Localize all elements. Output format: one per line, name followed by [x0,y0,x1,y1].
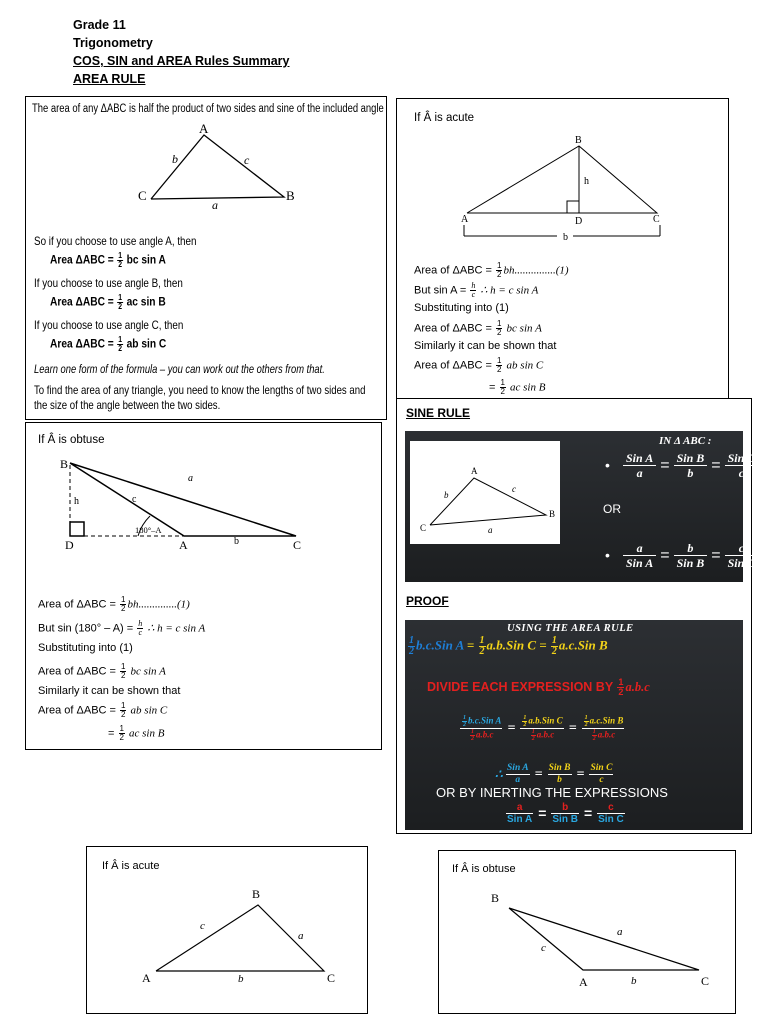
choose-angle-b-text: If you choose to use angle B, then [34,276,183,290]
half-fraction [120,596,126,613]
acute-vertex-c: C [653,214,660,225]
obtuse-l6-pre: Area of ΔABC = [38,704,116,717]
obtuse-l2-pre: But sin (180° – A) = [38,622,134,635]
half-fraction [551,636,558,657]
obtuse-side-a: a [188,473,193,484]
area-prefix: Area ΔABC = [50,252,114,267]
half-fraction [617,678,624,697]
obtuse-line-1 [38,596,190,613]
therefore-f2 [548,763,572,786]
in-abc-label: IN Δ ABC : [659,435,712,447]
half-fraction [462,715,467,728]
frac-num: 1 [479,635,485,646]
obtuse-vertex-d: D [65,538,74,552]
equals-sign: = [711,457,721,474]
frac-den: 2 [497,328,502,337]
subject-label: Trigonometry [73,36,153,50]
divide-tail: a.b.c [625,679,650,694]
frac-num: 1 [470,729,474,735]
obtuse-side-c: c [132,494,137,505]
frac-den: Sin B [552,814,578,825]
area-rule-box [25,96,387,420]
formula-a-text: bc sin A [126,252,166,267]
frac-num: 1 [497,319,502,328]
frac-den [460,729,502,742]
frac-den: b [557,775,562,785]
bottom-acute-title: If Â is acute [102,860,160,872]
sine-rule-diagram [410,441,560,544]
frac-den: c [599,775,604,785]
frac-num: 1 [500,378,505,387]
term-den: a.b.c [536,729,555,740]
frac-den: 2 [531,736,535,742]
bottom-obtuse-vertex-c: C [701,974,710,988]
frac-den: 2 [497,365,502,374]
half-fraction [496,357,502,374]
area-side-b: b [172,152,178,166]
obtuse-vertex-c: C [293,538,302,552]
proof-panel [405,620,743,830]
obtuse-l1-pre: Area of ΔABC = [38,598,116,611]
frac-num: 1 [121,662,126,671]
frac-num: Sin C [590,763,613,773]
sine-or-label: OR [603,502,621,516]
sine-r1-f1 [623,451,656,480]
frac-num: 1 [523,715,527,721]
frac-num: h [471,281,476,290]
therefore-equation [495,763,614,786]
half-fraction [117,252,122,269]
acute-l4-post: bc sin A [506,322,542,335]
obtuse-l1-post: bh..............(1) [127,598,190,611]
half-fraction [119,725,125,742]
grade-label: Grade 11 [73,18,126,32]
half-fraction [500,379,506,396]
therefore-symbol: ∴ [495,767,503,781]
frac-num: c [597,802,625,814]
equals-sign: = [466,637,475,653]
proof-e3: a.c.Sin B [558,637,608,653]
area-vertex-a: A [199,121,209,136]
acute-vertex-d: D [575,216,583,227]
half-fraction [117,336,122,353]
frac-den: Sin A [507,814,533,825]
formula-angle-a [50,252,166,269]
acute-title: If Â is acute [414,112,475,124]
half-fraction [496,320,502,337]
divide-text: DIVIDE EACH EXPRESSION BY [427,679,613,694]
area-vertex-b: B [286,188,295,203]
bottom-obtuse-side-c: c [541,942,546,954]
acute-triangle [397,99,730,401]
h-over-c-fraction [137,620,143,637]
frac-num: 1 [584,715,588,721]
acute-l7-pre: = [489,381,496,394]
frac-den [582,729,625,742]
page-header [73,16,290,88]
acute-l2-post: ∴ h = c sin A [480,284,539,297]
frac-den: 2 [118,302,123,311]
obtuse-line-4 [38,663,166,680]
obtuse-line-5: Similarly it can be shown that [38,685,181,697]
frac-num: c [725,541,759,556]
frac-num [460,715,502,729]
divided-term-2 [520,715,563,742]
sine-rule-row-1 [605,451,758,480]
inverting-label: OR BY INERTING THE EXPRESSIONS [436,785,668,800]
frac-num: h [138,619,143,628]
frac-num: 1 [618,677,624,687]
obtuse-side-b: b [234,536,239,547]
half-fraction [522,715,527,728]
frac-den: 2 [409,646,414,657]
equals-sign: = [568,720,577,736]
frac-den: c [738,466,745,480]
sine-r1-f3 [725,451,759,480]
obtuse-title: If Â is obtuse [38,434,105,446]
obtuse-l6-post: ab sin C [130,704,168,717]
bottom-acute-vertex-a: A [142,971,151,985]
term-den: a.b.c [475,729,494,740]
bottom-acute-vertex-b: B [252,887,261,901]
using-area-rule-label: USING THE AREA RULE [507,623,634,634]
sine-rule-box [396,398,756,834]
acute-l4-pre: Area of ΔABC = [414,322,492,335]
sine-rule-heading: SINE RULE [406,406,471,420]
bottom-obtuse-triangle [439,851,737,1015]
half-fraction [584,715,589,728]
bottom-acute-vertex-c: C [327,971,336,985]
area-prefix: Area ΔABC = [50,294,114,309]
formula-c-text: ab sin C [126,336,167,351]
acute-line-6 [414,357,543,374]
obtuse-vertex-a: A [179,538,188,552]
formula-angle-b [50,294,166,311]
equals-sign: = [660,547,670,564]
acute-line-3: Substituting into (1) [414,302,509,314]
therefore-f1 [506,763,530,786]
frac-den: 2 [121,710,126,719]
area-rule-heading: AREA RULE [73,72,146,86]
acute-l1-pre: Area of ΔABC = [414,264,492,277]
obtuse-line-6 [38,702,167,719]
frac-num: 1 [119,724,124,733]
obtuse-line-7 [108,725,164,742]
acute-base-b: b [563,232,568,243]
acute-l2-pre: But sin A = [414,284,467,297]
frac-den: 2 [584,722,588,728]
therefore-f3 [589,763,613,786]
frac-num: Sin B [674,451,708,466]
divided-equation [459,715,625,742]
equals-sign: = [660,457,670,474]
sine-vertex-b: B [549,509,556,519]
bottom-obtuse-box [438,850,736,1014]
frac-num: 1 [497,356,502,365]
bullet: • [605,547,610,563]
half-fraction [408,636,415,657]
frac-num: 1 [409,635,414,646]
inverted-equation [505,802,626,825]
proof-area-equation [407,636,608,657]
acute-l7-post: ac sin B [510,381,546,394]
acute-l1-post: bh...............(1) [503,264,569,277]
equals-sign: = [711,547,721,564]
term-text: a.b.Sin C [528,715,563,726]
frac-num: Sin A [623,451,656,466]
frac-num: 1 [551,635,557,646]
obtuse-l4-post: bc sin A [130,665,166,678]
frac-num: Sin B [548,763,571,773]
equals-sign: = [507,720,516,736]
divided-term-1 [460,715,502,742]
frac-num: 1 [531,729,535,735]
half-fraction [120,702,126,719]
term-text: b.c.Sin A [468,715,502,726]
frac-den: 2 [479,646,485,657]
term-den: a.b.c [597,729,616,740]
frac-den: 2 [118,260,123,269]
proof-e1: b.c.Sin A [416,637,464,653]
obtuse-l4-pre: Area of ΔABC = [38,665,116,678]
bottom-obtuse-side-a: a [617,926,623,938]
acute-l6-post: ab sin C [506,359,544,372]
frac-num: a [623,541,656,556]
inverted-f2 [551,802,579,825]
frac-den: 2 [551,646,557,657]
acute-line-7 [489,379,545,396]
frac-num: 1 [463,715,466,721]
half-fraction [470,729,475,742]
frac-num: 1 [592,729,596,735]
frac-den: 2 [497,270,502,279]
bottom-obtuse-vertex-b: B [491,891,500,905]
acute-vertex-b: B [575,135,582,146]
acute-line-2 [414,282,538,299]
frac-num: b [551,802,579,814]
sine-rule-row-2 [605,541,758,570]
frac-den: 2 [463,722,466,728]
bullet: • [605,457,610,473]
frac-den: 2 [118,344,123,353]
sine-side-b: b [444,490,449,500]
term-text: a.c.Sin B [589,715,624,726]
obtuse-derivation-box [25,422,382,750]
equals-sign: = [539,637,547,653]
frac-num: 1 [121,701,126,710]
bottom-acute-side-a: a [298,930,304,942]
frac-den: 2 [121,671,126,680]
bottom-obtuse-title: If Â is obtuse [452,863,516,875]
frac-den: Sin C [598,814,624,825]
frac-den: b [687,466,694,480]
frac-num: a [506,802,533,814]
bottom-acute-triangle [87,847,369,1015]
obtuse-line-2 [38,620,205,637]
inverted-f1 [506,802,533,825]
acute-vertex-a: A [461,214,469,225]
sine-r2-f1 [623,541,656,570]
area-vertex-c: C [138,188,147,203]
inverted-f3 [597,802,625,825]
sine-r2-f2 [674,541,708,570]
obtuse-line-3: Substituting into (1) [38,642,133,654]
equals-sign: = [583,805,593,821]
sine-r2-f3 [725,541,759,570]
divided-term-3 [582,715,625,742]
acute-line-1 [414,262,569,279]
frac-den: Sin B [676,556,705,570]
equals-sign: = [538,805,547,821]
frac-den: 2 [470,736,474,742]
divide-instruction [427,678,650,697]
half-fraction [592,729,597,742]
frac-num: b [674,541,708,556]
frac-den: 2 [618,687,624,697]
frac-den: a [636,466,643,480]
choose-angle-c-text: If you choose to use angle C, then [34,318,184,332]
frac-num [582,715,625,729]
frac-den: 2 [523,722,527,728]
formula-angle-c [50,336,166,353]
half-fraction [496,262,502,279]
summary-title: COS, SIN and AREA Rules Summary [73,54,290,68]
half-fraction [120,663,126,680]
half-fraction [531,729,536,742]
frac-den [520,729,563,742]
obtuse-l7-post: ac sin B [129,727,165,740]
find-area-note: To find the area of any triangle, you need to know the lengths of two sides and the size of the angle between the two sides. [34,383,366,412]
frac-den: 2 [592,736,596,742]
frac-num: 1 [118,335,123,344]
frac-den: c [138,628,143,637]
sine-vertex-a: A [471,466,478,476]
area-prefix: Area ΔABC = [50,336,114,351]
formula-b-text: ac sin B [126,294,166,309]
area-intro-text: The area of any ΔABC is half the product of two sides and sine of the included angle [32,103,384,115]
bottom-obtuse-side-b: b [631,975,637,987]
frac-den: c [471,290,476,299]
area-side-a: a [212,198,218,212]
bottom-acute-box [86,846,368,1014]
bottom-obtuse-vertex-a: A [579,975,588,989]
acute-line-5: Similarly it can be shown that [414,340,557,352]
bottom-acute-side-c: c [200,920,205,932]
sine-side-a: a [488,525,493,535]
obtuse-vertex-b: B [60,457,69,471]
frac-den: 2 [119,733,124,742]
frac-den: Sin A [625,556,654,570]
proof-heading: PROOF [406,594,449,608]
frac-num [520,715,563,729]
sine-r1-f2 [674,451,708,480]
half-fraction [479,636,486,657]
area-side-c: c [244,153,250,167]
sine-side-c: c [512,484,516,494]
frac-num: 1 [118,251,123,260]
frac-num: Sin C [725,451,759,466]
sine-vertex-c: C [420,523,427,533]
equals-sign: = [534,767,543,782]
acute-derivation-box [396,98,729,400]
obtuse-height-h: h [74,496,79,507]
acute-line-4 [414,320,542,337]
obtuse-l2-post: ∴ h = c sin A [147,622,206,635]
acute-height-h: h [584,176,589,187]
frac-den: a [515,775,521,785]
frac-num: Sin A [507,763,529,773]
acute-l6-pre: Area of ΔABC = [414,359,492,372]
bottom-acute-side-b: b [238,973,244,985]
frac-num: 1 [497,261,502,270]
proof-e2: a.b.Sin C [486,637,536,653]
frac-num: 1 [121,595,126,604]
frac-den: 2 [121,604,126,613]
choose-angle-a-text: So if you choose to use angle A, then [34,234,197,248]
equals-sign: = [576,767,585,782]
sine-rule-panel [405,431,756,582]
obtuse-l7-pre: = [108,727,115,740]
half-fraction [117,294,122,311]
sine-triangle [410,441,560,544]
frac-den: Sin C [727,556,756,570]
frac-den: 2 [500,387,505,396]
frac-num: 1 [118,293,123,302]
h-over-c-fraction [470,282,476,299]
learn-formula-note: Learn one form of the formula – you can work out the others from that. [34,362,325,376]
obtuse-angle-label: 180°–A [135,525,162,535]
